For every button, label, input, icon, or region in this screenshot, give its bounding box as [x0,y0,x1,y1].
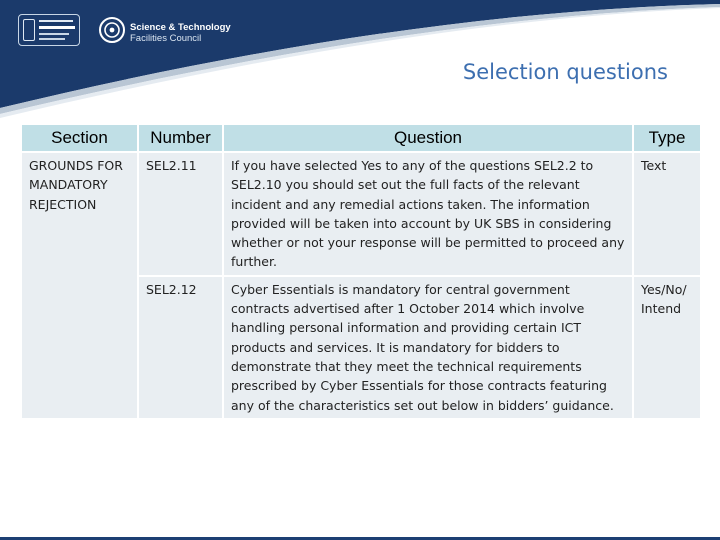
column-header-number: Number [139,125,222,151]
question-cell: If you have selected Yes to any of the questions SEL2.2 to SEL2.10 you should set out the full facts of the relevant incident and any remedial actions taken. The information provided will be taken into account by UK SBS in considering whether or not your response will be permitted to proceed any further. [224,153,632,275]
university-logo [18,14,80,46]
stfc-line-2: Facilities Council [130,33,202,44]
stfc-logo-text [130,22,231,44]
number-cell: SEL2.11 [139,153,222,275]
column-header-type: Type [634,125,700,151]
table-row [22,153,700,275]
column-header-section: Section [22,125,137,151]
page-title: Selection questions [462,60,668,84]
table-header-row [22,125,700,151]
number-cell: SEL2.12 [139,277,222,418]
column-header-question: Question [224,125,632,151]
type-cell: Yes/No/ Intend [634,277,700,418]
stfc-mark-icon [98,16,126,44]
stfc-line-1: Science & Technology [130,22,231,33]
selection-questions-table [20,123,702,420]
type-cell: Text [634,153,700,275]
section-cell: GROUNDS FOR MANDATORY REJECTION [22,153,137,418]
question-cell: Cyber Essentials is mandatory for central government contracts advertised after 1 October 2014 which involve handling personal information and providing certain ICT products and services. It is mandatory for bidders to demonstrate that they meet the technical requirements prescribed by Cyber Essentials for those contracts featuring any of the characteristics set out below in bidders’ guidance. [224,277,632,418]
